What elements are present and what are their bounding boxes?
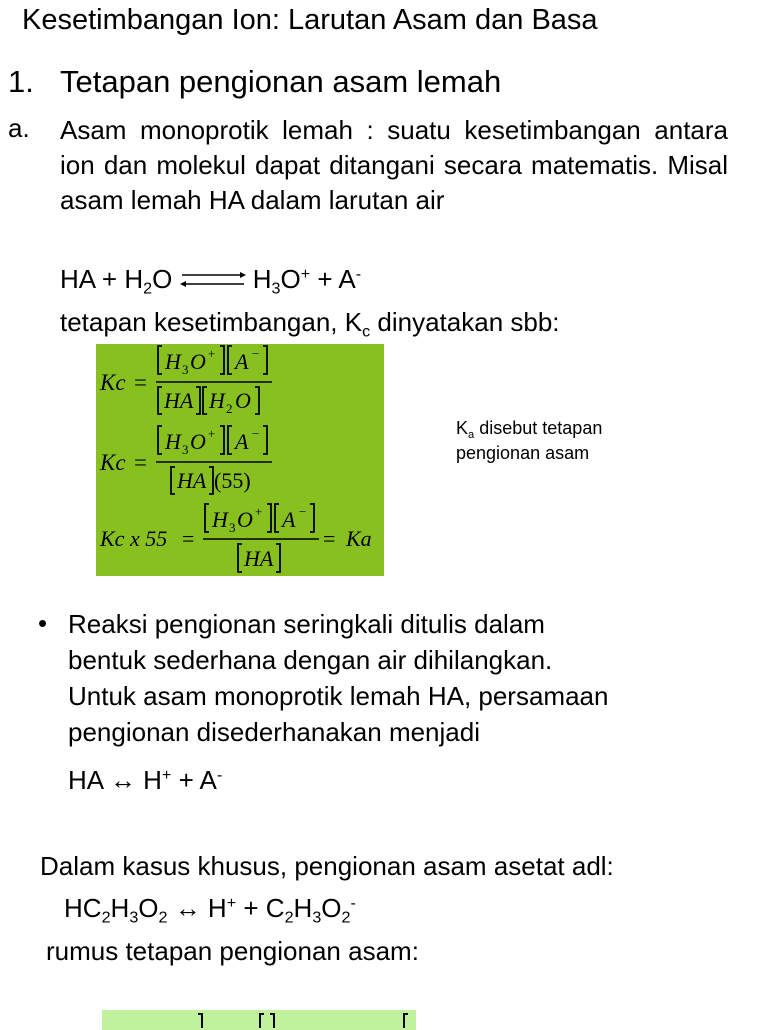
equals-2: = [134,450,147,475]
simplified-ionization-equation: HA ↔ H+ + A- [68,765,223,795]
kc-label-1: Kc [100,370,126,395]
section-a-paragraph: Asam monoprotik lemah : suatu kesetimbangan antara ion dan molekul dapat ditangani secara matematis. Misal asam lemah HA dalam larutan air [60,115,728,215]
equals-4: = [323,526,336,551]
svg-text:O: O [237,507,253,532]
svg-text:A: A [235,349,249,374]
equilibrium-equation: HA + $H_2O$ $H_3O^+ + A^-$ [60,264,362,298]
bullet-line: Reaksi pengionan seringkali ditulis dalam [68,609,545,639]
formula-box-2 [102,1010,416,1030]
bullet-line: bentuk sederhana dengan air dihilangkan. [68,645,553,675]
ka-note-line-1: $K_a$ disebut tetapan [456,418,603,441]
svg-text:O: O [190,429,206,454]
svg-text:A: A [282,507,296,532]
svg-text:HA: HA [244,546,274,571]
svg-text:H: H [165,429,181,454]
bullet-paragraph [68,606,608,750]
svg-text:H: H [212,507,228,532]
slide-title: Kesetimbangan Ion: Larutan Asam dan Basa [22,4,598,36]
svg-text:−: − [299,504,307,519]
svg-text:H: H [209,388,225,413]
ka-label: Ka [346,526,372,551]
bullet-icon: • [38,608,48,638]
equals-3: = [182,526,195,551]
section-a-label: a. [8,113,30,143]
svg-text:O: O [190,349,206,374]
ka-note-line-2: pengionan asam [456,443,590,463]
svg-text:O: O [235,388,251,413]
numerator-3 [205,504,314,535]
svg-text:HA: HA [164,388,194,413]
svg-text:2: 2 [226,401,233,416]
denominator-1 [158,387,259,416]
denominator-2 [171,467,251,494]
formula-label: rumus tetapan pengionan asam: [46,936,419,966]
bullet-line: pengionan disederhanakan menjadi [68,717,480,747]
svg-text:+: + [208,346,216,361]
svg-text:(55): (55) [214,468,251,493]
bullet-line: Untuk asam monoprotik lemah HA, persamaan [68,681,609,711]
svg-text:A: A [235,429,249,454]
partial-formula [102,1010,416,1030]
svg-text:HA: HA [177,468,207,493]
equilibrium-arrows-icon [180,266,246,292]
svg-text:3: 3 [229,520,236,535]
kc55-label: Kc x 55 [100,526,168,551]
svg-text:+: + [208,426,216,441]
numerator-2 [158,426,267,457]
formula-derivation [96,344,384,576]
denominator-3 [238,544,280,572]
svg-text:3: 3 [182,442,189,457]
formula-box [96,344,384,576]
svg-text:+: + [255,504,263,519]
kc-label-2: Kc [100,450,126,475]
acetic-acid-equation: $HC_2H_3O_2$ ↔ $H^+ + C_2H_3O_2^-$ [64,893,356,927]
special-case-text: Dalam kasus khusus, pengionan asam asetat adl: [40,851,614,881]
equilibrium-constant-line: tetapan kesetimbangan, $K_c$ dinyatakan sbb: [60,307,560,341]
svg-text:−: − [252,346,260,361]
heading-text: Tetapan pengionan asam lemah [60,64,502,99]
svg-text:3: 3 [182,362,189,377]
svg-text:H: H [165,349,181,374]
ka-note [456,416,602,466]
numerator-1 [158,346,267,377]
heading-number: 1. [8,64,34,99]
svg-text:−: − [252,426,260,441]
equals-1: = [134,370,147,395]
